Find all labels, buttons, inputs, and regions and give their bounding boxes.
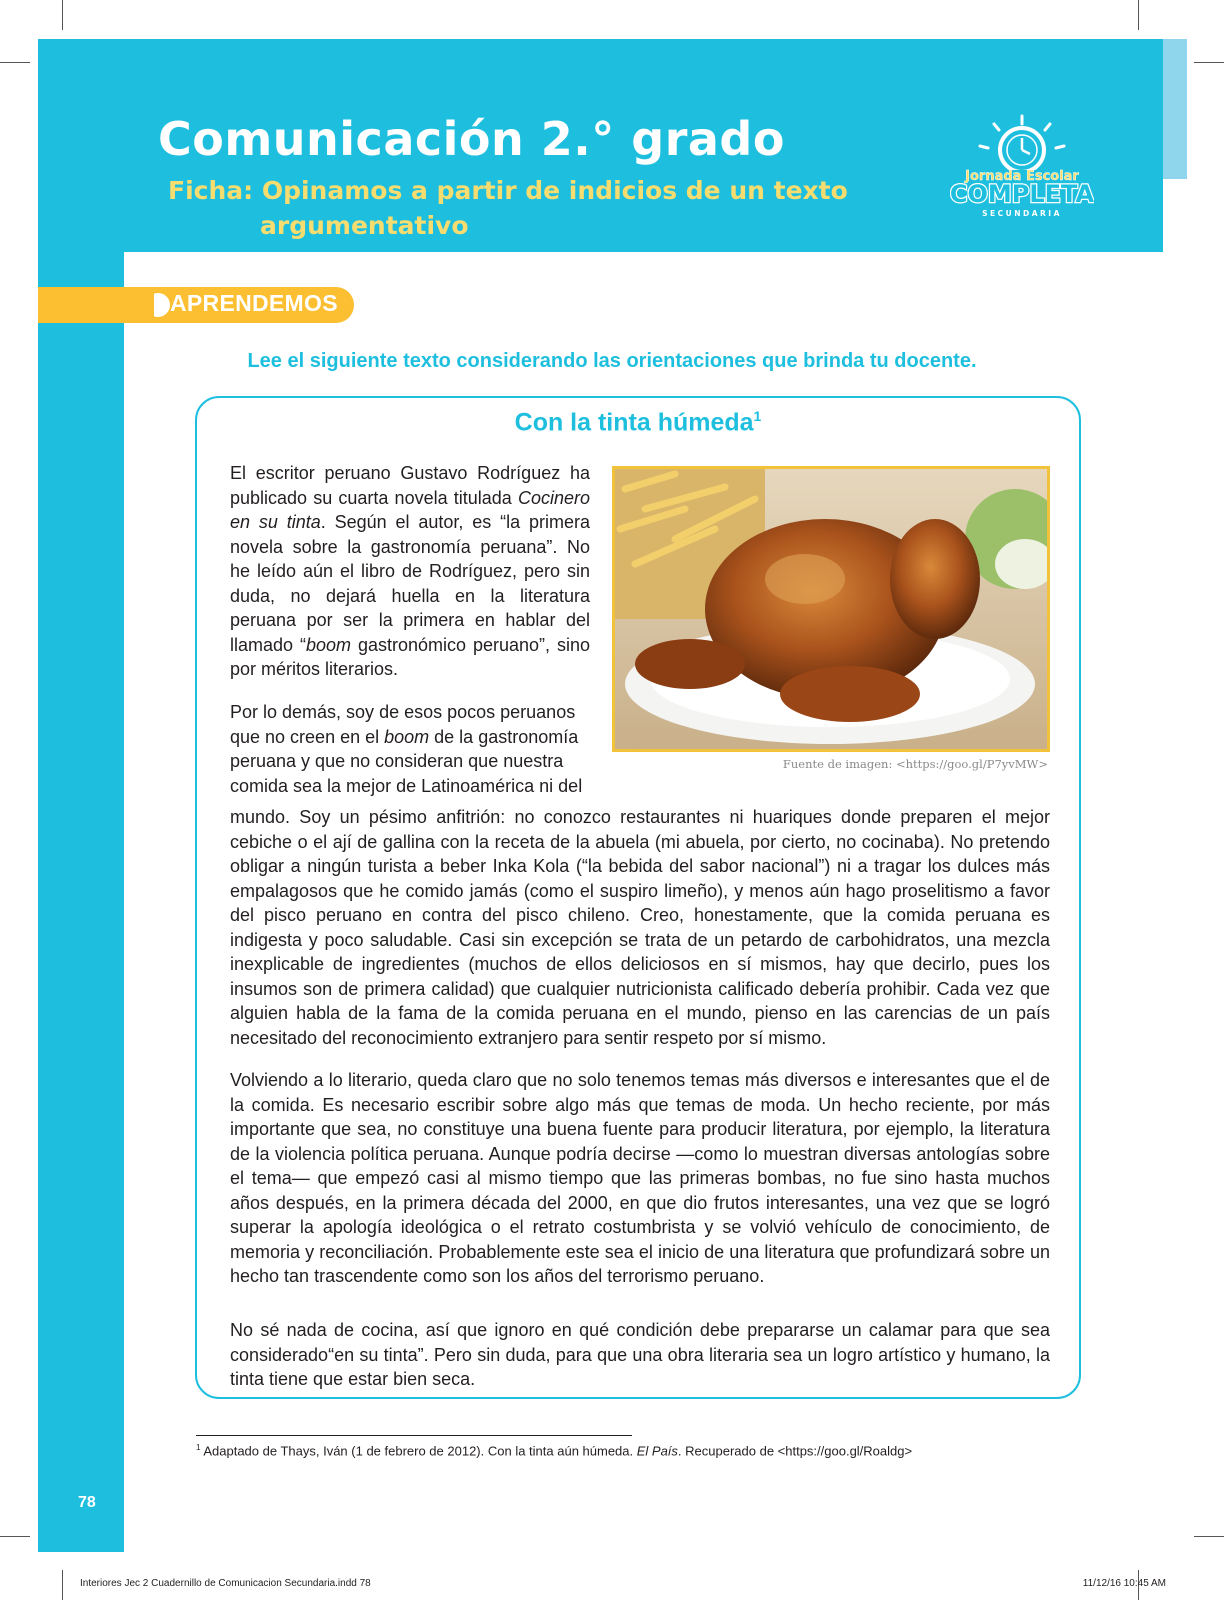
page-number: 78 <box>78 1494 96 1511</box>
paragraph-3: Volviendo a lo literario, queda claro que no solo tenemos temas más diversos e interesantes que el de la comida. Es necesario escribir sobre algo más que temas de moda. Un hecho reciente, por más importante que sea, no constituye una buena fuente para producir literatura, por ejemplo, la literatura de la violencia política peruana. Aunque podría decirse —como lo muestran diversas antologías sobre el tema— que empezó casi al mismo tiempo que las primeras bombas, no fue sino hasta muchos años después, en la primera década del 2000, en que dio frutos interesantes, una vez que se logró superar la apología ideológica o el retrato costumbrista y se volvió vehículo de conocimiento, de memoria y reconciliación. Probablemente este sea el inicio de una literatura que profundizará sobre un hecho tan trascendente como son los años del terrorismo peruano. <box>230 1070 1050 1286</box>
subtitle-line-1: Ficha: Opinamos a partir de indicios de un texto <box>168 176 848 205</box>
paragraph-2-start <box>230 700 610 798</box>
crop-mark <box>1194 62 1224 63</box>
footnote <box>196 1443 912 1458</box>
crop-mark <box>1138 0 1139 30</box>
print-slug-date: 11/12/16 10:45 AM <box>1082 1578 1166 1589</box>
footnote-rule <box>196 1435 632 1436</box>
paragraph-1-text-a: El escritor peruano Gustavo Rodríguez ha publicado su cuarta novela titulada <box>230 463 590 508</box>
section-label: APRENDEMOS <box>170 290 338 316</box>
paragraph-2-text-a: Por lo demás, soy de esos pocos peruanos que no creen en el <box>230 702 576 747</box>
subtitle-line-2: argumentativo <box>260 211 469 240</box>
clock-sun-icon <box>950 112 1094 224</box>
crop-mark <box>1194 1536 1224 1537</box>
page-title: Comunicación 2.° grado <box>158 112 785 166</box>
roast-chicken-photo <box>612 466 1050 752</box>
header-stripe <box>1163 39 1187 179</box>
crop-mark <box>62 0 63 30</box>
paragraph-1-text-c: gastronómico peruano”, sino por méritos literarios. <box>230 634 590 679</box>
logo-line-3: SECUNDARIA <box>982 209 1062 218</box>
logo-line-1: Jornada Escolar <box>965 169 1079 184</box>
jornada-escolar-logo <box>950 112 1094 224</box>
article-title <box>195 408 1081 437</box>
crop-mark <box>0 62 30 63</box>
boom-word: boom <box>305 634 352 655</box>
paragraph-2-text-b: de la gastronomía peruana y que no consideran que nuestra comida sea la mejor de Latinoamérica ni del <box>230 726 583 796</box>
instruction-text: Lee el siguiente texto considerando las orientaciones que brinda tu docente. <box>247 350 977 372</box>
footnote-text-b: . Recuperado de <https://goo.gl/Roaldg> <box>677 1443 913 1459</box>
crop-mark <box>0 1536 30 1537</box>
side-strip <box>38 252 124 1552</box>
paragraph-4: No sé nada de cocina, así que ignoro en qué condición debe prepararse un calamar para que sea considerado“en su tinta”. Pero sin duda, para que una obra literaria sea un logro artístico y humano, la tinta tiene que estar bien seca. <box>230 1320 1050 1389</box>
article-title-text: Con la tinta húmeda <box>514 408 754 437</box>
footnote-text-a: Adaptado de Thays, Iván (1 de febrero de 2012). Con la tinta aún húmeda. <box>200 1443 637 1459</box>
boom-word: boom <box>384 726 430 747</box>
newspaper-name: El País <box>636 1443 678 1459</box>
novel-title: Cocinero en su tinta <box>230 487 590 532</box>
paragraph-1 <box>230 461 590 682</box>
photo-credit: Fuente de imagen: <https://goo.gl/P7yvMW> <box>782 757 1048 771</box>
print-slug-file: Interiores Jec 2 Cuadernillo de Comunicacion Secundaria.indd 78 <box>80 1578 371 1589</box>
crop-mark <box>62 1570 63 1600</box>
logo-line-2: COMPLETA <box>950 180 1094 208</box>
tab-notch-cover <box>136 291 154 319</box>
footnote-marker: 1 <box>753 408 762 424</box>
worksheet-subtitle <box>168 173 848 243</box>
footnote-number: 1 <box>196 1443 201 1452</box>
roast-chicken-image <box>615 469 1047 749</box>
paragraph-2-continued: mundo. Soy un pésimo anfitrión: no conozco restaurantes ni huariques donde preparen el mejor cebiche o el ají de gallina con la receta de la abuela (mi abuela, por cierto, no cocinaba). No pretendo obligar a ningún turista a beber Inka Kola (“la bebida del sabor nacional”) ni a tragar los dulces más empalagosos que he comido jamás (como el suspiro limeño), y menos aún hago proselitismo a favor del pisco peruano en contra del pisco chileno. Creo, honestamente, que la comida peruana es indigesta y poco saludable. Casi sin excepción se trata de un petardo de carbohidratos, una mezcla inexplicable de ingredientes (muchos de ellos deliciosos en sí mismos, hay que decirlo, pues los insumos son de primera calidad) que cualquier nutricionista calificado debería prohibir. Cada vez que alguien habla de la fama de la comida peruana en el mundo, pienso en las carencias de un país necesitado del reconocimiento extranjero para sentir respeto por sí mismo. <box>230 807 1050 1048</box>
paragraph-1-text-b: . Según el autor, es “la primera novela sobre la gastronomía peruana”. No he leído aún el libro de Rodríguez, pero sin duda, no dejará huella en la literatura peruana por ser la primera en hablar del llamado “ <box>230 512 590 655</box>
